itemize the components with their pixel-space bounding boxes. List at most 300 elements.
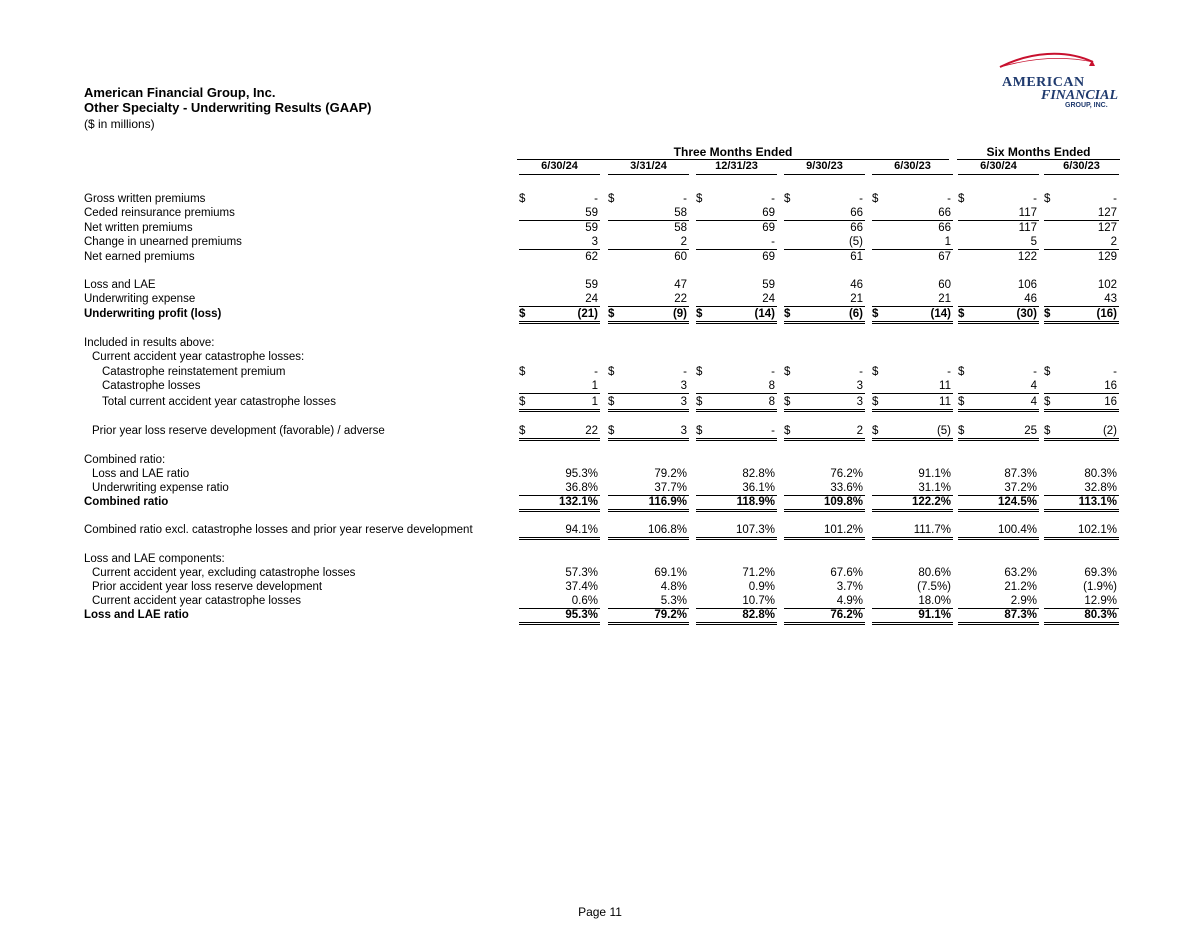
table-cell [958,566,1039,580]
table-cell [958,278,1039,292]
currency-symbol: $ [519,366,526,378]
currency-symbol: $ [958,193,965,205]
table-cell [696,379,777,394]
table-cell [958,307,1039,324]
column-header: 6/30/24 [980,160,1017,172]
table-cell [958,594,1039,609]
cell-value: 95.3% [565,609,598,621]
column-header-rule [696,174,777,175]
table-cell [696,192,777,206]
column-header-rule [1044,174,1119,175]
cell-value: (2) [1102,425,1117,437]
currency-symbol: $ [872,366,879,378]
table-cell [608,365,689,379]
cell-value: 46 [1024,293,1037,305]
cell-value: 102 [1097,279,1117,291]
cell-value: 31.1% [918,482,951,494]
cell-value: 37.7% [654,482,687,494]
svg-text:FINANCIAL: FINANCIAL [1041,88,1119,103]
column-header: 6/30/23 [894,160,931,172]
cell-value: 127 [1097,207,1117,219]
cell-value: 117 [1018,207,1037,219]
table-row [0,467,1200,481]
row-label: Included in results above: [84,337,215,349]
cell-value: - [1033,366,1037,378]
table-cell [784,292,865,307]
table-cell [872,206,953,221]
table-cell [1044,467,1119,481]
company-name: American Financial Group, Inc. [84,85,276,100]
currency-symbol: $ [608,308,615,320]
table-row [0,594,1200,608]
table-row [0,206,1200,220]
table-row [0,221,1200,235]
table-cell [872,467,953,481]
cell-value: 95.3% [565,468,598,480]
currency-symbol: $ [519,396,526,408]
table-cell [872,580,953,594]
cell-value: 66 [850,222,863,234]
currency-symbol: $ [1044,425,1051,437]
column-header: 6/30/23 [1063,160,1100,172]
table-row [0,235,1200,249]
currency-symbol: $ [519,193,526,205]
table-cell [872,221,953,235]
cell-value: 36.8% [565,482,598,494]
table-row [0,307,1200,321]
table-cell [608,580,689,594]
cell-value: 2 [856,425,863,437]
table-cell [696,250,777,264]
cell-value: 132.1% [558,496,598,508]
cell-value: 102.1% [1077,524,1117,536]
six-months-header: Six Months Ended [986,145,1091,159]
currency-symbol: $ [784,425,791,437]
table-cell [696,424,777,441]
table-cell [958,395,1039,412]
cell-value: 122 [1017,251,1037,263]
table-cell [872,395,953,412]
currency-symbol: $ [958,366,965,378]
cell-value: (30) [1016,308,1037,320]
table-cell [958,580,1039,594]
cell-value: 3 [680,425,687,437]
table-row [0,566,1200,580]
table-cell [784,523,865,540]
table-cell [696,495,777,512]
cell-value: 4.8% [660,581,687,593]
company-logo [995,50,1125,110]
table-row [0,278,1200,292]
table-cell [1044,221,1119,235]
currency-symbol: $ [784,396,791,408]
cell-value: 87.3% [1004,468,1037,480]
currency-symbol: $ [696,193,703,205]
table-cell [608,608,689,625]
cell-value: 2 [680,236,687,248]
table-cell [958,206,1039,221]
cell-value: 32.8% [1084,482,1117,494]
table-cell [784,235,865,250]
cell-value: 79.2% [654,468,687,480]
table-cell [1044,395,1119,412]
table-cell [608,481,689,496]
table-cell [608,495,689,512]
cell-value: 82.8% [742,609,775,621]
table-cell [608,206,689,221]
cell-value: 127 [1097,222,1117,234]
cell-value: 106.8% [647,524,687,536]
table-row [0,350,1200,364]
cell-value: 1 [591,396,598,408]
cell-value: 11 [939,396,951,408]
table-cell [519,379,600,394]
cell-value: 71.2% [742,567,775,579]
row-label: Loss and LAE [84,279,156,291]
cell-value: (5) [936,425,951,437]
cell-value: 69 [762,251,775,263]
table-cell [784,467,865,481]
table-row [0,481,1200,495]
currency-symbol: $ [1044,366,1051,378]
table-row [0,523,1200,537]
units-note: ($ in millions) [84,117,155,131]
table-cell [608,523,689,540]
column-header: 12/31/23 [715,160,758,172]
table-row [0,453,1200,467]
table-cell [784,481,865,496]
cell-value: (6) [848,308,863,320]
cell-value: 66 [850,207,863,219]
cell-value: 43 [1104,293,1117,305]
cell-value: - [1113,193,1117,205]
table-cell [1044,307,1119,324]
table-cell [519,307,600,324]
cell-value: 69.3% [1084,567,1117,579]
cell-value: 80.3% [1084,609,1117,621]
currency-symbol: $ [1044,308,1051,320]
cell-value: - [771,366,775,378]
cell-value: 69 [762,207,775,219]
cell-value: 66 [938,207,951,219]
cell-value: 129 [1097,251,1117,263]
cell-value: 3 [680,396,687,408]
cell-value: 69 [762,222,775,234]
table-cell [608,235,689,250]
table-cell [958,467,1039,481]
currency-symbol: $ [608,425,615,437]
column-header: 6/30/24 [541,160,578,172]
cell-value: 107.3% [735,524,775,536]
cell-value: 1 [944,236,951,248]
table-cell [1044,594,1119,609]
svg-text:GROUP, INC.: GROUP, INC. [1065,102,1108,109]
cell-value: 101.2% [823,524,863,536]
cell-value: - [1033,193,1037,205]
table-cell [872,250,953,264]
table-cell [958,481,1039,496]
row-label: Combined ratio excl. catastrophe losses and prior year reserve development [84,524,473,536]
table-cell [784,278,865,292]
cell-value: 46 [850,279,863,291]
cell-value: 10.7% [742,595,775,607]
cell-value: - [594,366,598,378]
cell-value: - [859,193,863,205]
table-row [0,495,1200,509]
table-cell [696,221,777,235]
currency-symbol: $ [958,396,965,408]
cell-value: 59 [585,279,598,291]
table-cell [1044,566,1119,580]
cell-value: 24 [762,293,775,305]
column-header-rule [519,174,600,175]
table-cell [784,206,865,221]
currency-symbol: $ [872,193,879,205]
cell-value: 59 [585,222,598,234]
table-cell [1044,580,1119,594]
table-cell [958,292,1039,307]
cell-value: 22 [674,293,687,305]
table-cell [784,192,865,206]
cell-value: 118.9% [736,496,775,508]
row-label: Combined ratio [84,496,169,508]
row-label: Total current accident year catastrophe losses [102,396,336,408]
table-cell [958,365,1039,379]
table-cell [784,365,865,379]
table-cell [784,608,865,625]
table-cell [784,424,865,441]
cell-value: 82.8% [742,468,775,480]
table-cell [519,608,600,625]
cell-value: 116.9% [648,496,687,508]
cell-value: 57.3% [565,567,598,579]
cell-value: 18.0% [918,595,951,607]
table-cell [958,192,1039,206]
table-cell [608,250,689,264]
table-cell [519,365,600,379]
table-cell [519,523,600,540]
column-header-rule [608,174,689,175]
table-cell [519,278,600,292]
cell-value: 3.7% [836,581,863,593]
table-cell [696,608,777,625]
cell-value: 113.1% [1078,496,1117,508]
table-cell [1044,424,1119,441]
table-cell [519,292,600,307]
row-label: Loss and LAE ratio [92,468,190,480]
cell-value: 66 [938,222,951,234]
table-cell [872,235,953,250]
column-header: 9/30/23 [806,160,843,172]
table-cell [872,192,953,206]
table-cell [1044,192,1119,206]
table-cell [872,365,953,379]
table-cell [784,495,865,512]
table-cell [519,580,600,594]
cell-value: 37.4% [565,581,598,593]
table-cell [958,523,1039,540]
table-cell [696,580,777,594]
table-cell [784,250,865,264]
table-cell [1044,379,1119,394]
table-cell [696,292,777,307]
cell-value: 2 [1110,236,1117,248]
cell-value: 3 [591,236,598,248]
cell-value: 4 [1030,396,1037,408]
table-row [0,424,1200,438]
cell-value: 79.2% [654,609,687,621]
row-label: Current accident year catastrophe losses [92,595,302,607]
table-cell [608,566,689,580]
table-cell [872,307,953,324]
table-cell [1044,523,1119,540]
column-header-rule [784,174,865,175]
cell-value: - [1113,366,1117,378]
cell-value: 33.6% [830,482,863,494]
row-label: Catastrophe losses [102,380,201,392]
table-cell [519,206,600,221]
cell-value: 117 [1018,222,1037,234]
table-cell [872,523,953,540]
table-cell [784,379,865,394]
table-row [0,580,1200,594]
cell-value: 106 [1017,279,1037,291]
table-cell [519,594,600,609]
currency-symbol: $ [519,425,526,437]
table-cell [608,192,689,206]
cell-value: 58 [674,222,687,234]
table-cell [608,221,689,235]
cell-value: 2.9% [1010,595,1037,607]
table-cell [608,307,689,324]
cell-value: (9) [672,308,687,320]
table-cell [958,221,1039,235]
table-cell [1044,495,1119,512]
currency-symbol: $ [872,308,879,320]
table-cell [872,424,953,441]
currency-symbol: $ [1044,396,1051,408]
currency-symbol: $ [608,366,615,378]
row-label: Prior accident year loss reserve development [92,581,323,593]
currency-symbol: $ [519,308,526,320]
table-cell [608,395,689,412]
currency-symbol: $ [784,308,791,320]
table-cell [1044,250,1119,264]
table-cell [696,395,777,412]
column-header: 3/31/24 [630,160,667,172]
table-row [0,379,1200,393]
three-months-header: Three Months Ended [673,145,793,159]
cell-value: - [594,193,598,205]
currency-symbol: $ [1044,193,1051,205]
cell-value: (21) [577,308,598,320]
row-label: Combined ratio: [84,454,166,466]
cell-value: 5 [1030,236,1037,248]
row-label: Net written premiums [84,222,193,234]
table-cell [519,481,600,496]
table-row [0,365,1200,379]
table-row [0,552,1200,566]
table-cell [519,495,600,512]
table-cell [696,278,777,292]
table-cell [696,566,777,580]
currency-symbol: $ [696,308,703,320]
table-cell [696,365,777,379]
cell-value: 59 [585,207,598,219]
cell-value: 21 [938,293,951,305]
table-cell [872,379,953,394]
table-cell [1044,206,1119,221]
cell-value: - [683,193,687,205]
table-cell [872,608,953,625]
cell-value: 22 [585,425,598,437]
report-title: Other Specialty - Underwriting Results (GAAP) [84,100,372,115]
table-cell [872,566,953,580]
cell-value: 16 [1104,380,1117,392]
cell-value: 76.2% [830,609,863,621]
row-label: Net earned premiums [84,251,195,263]
cell-value: 12.9% [1084,595,1117,607]
row-label: Change in unearned premiums [84,236,242,248]
cell-value: 37.2% [1004,482,1037,494]
table-cell [519,566,600,580]
table-cell [608,278,689,292]
column-header-rule [872,174,953,175]
cell-value: 21.2% [1004,581,1037,593]
table-cell [958,235,1039,250]
cell-value: 24 [585,293,598,305]
row-label: Gross written premiums [84,193,206,205]
cell-value: 69.1% [654,567,687,579]
table-cell [608,424,689,441]
table-cell [872,594,953,609]
table-cell [608,379,689,394]
table-cell [958,250,1039,264]
cell-value: 47 [674,279,687,291]
cell-value: 3 [680,380,687,392]
currency-symbol: $ [696,366,703,378]
cell-value: - [683,366,687,378]
cell-value: 1 [591,380,598,392]
table-cell [519,467,600,481]
table-cell [1044,481,1119,496]
cell-value: - [859,366,863,378]
table-row [0,608,1200,622]
cell-value: 36.1% [742,482,775,494]
cell-value: 11 [939,380,951,392]
table-row [0,395,1200,409]
table-cell [519,221,600,235]
currency-symbol: $ [784,193,791,205]
cell-value: 58 [674,207,687,219]
table-cell [608,594,689,609]
table-cell [519,424,600,441]
cell-value: (14) [754,308,775,320]
cell-value: 3 [856,380,863,392]
currency-symbol: $ [872,396,879,408]
cell-value: 124.5% [997,496,1037,508]
cell-value: 3 [856,396,863,408]
table-cell [1044,278,1119,292]
cell-value: 109.8% [823,496,863,508]
cell-value: 59 [762,279,775,291]
cell-value: 16 [1104,396,1117,408]
currency-symbol: $ [696,396,703,408]
cell-value: 21 [850,293,863,305]
cell-value: (1.9%) [1083,581,1117,593]
table-cell [958,379,1039,394]
cell-value: 0.9% [748,581,775,593]
